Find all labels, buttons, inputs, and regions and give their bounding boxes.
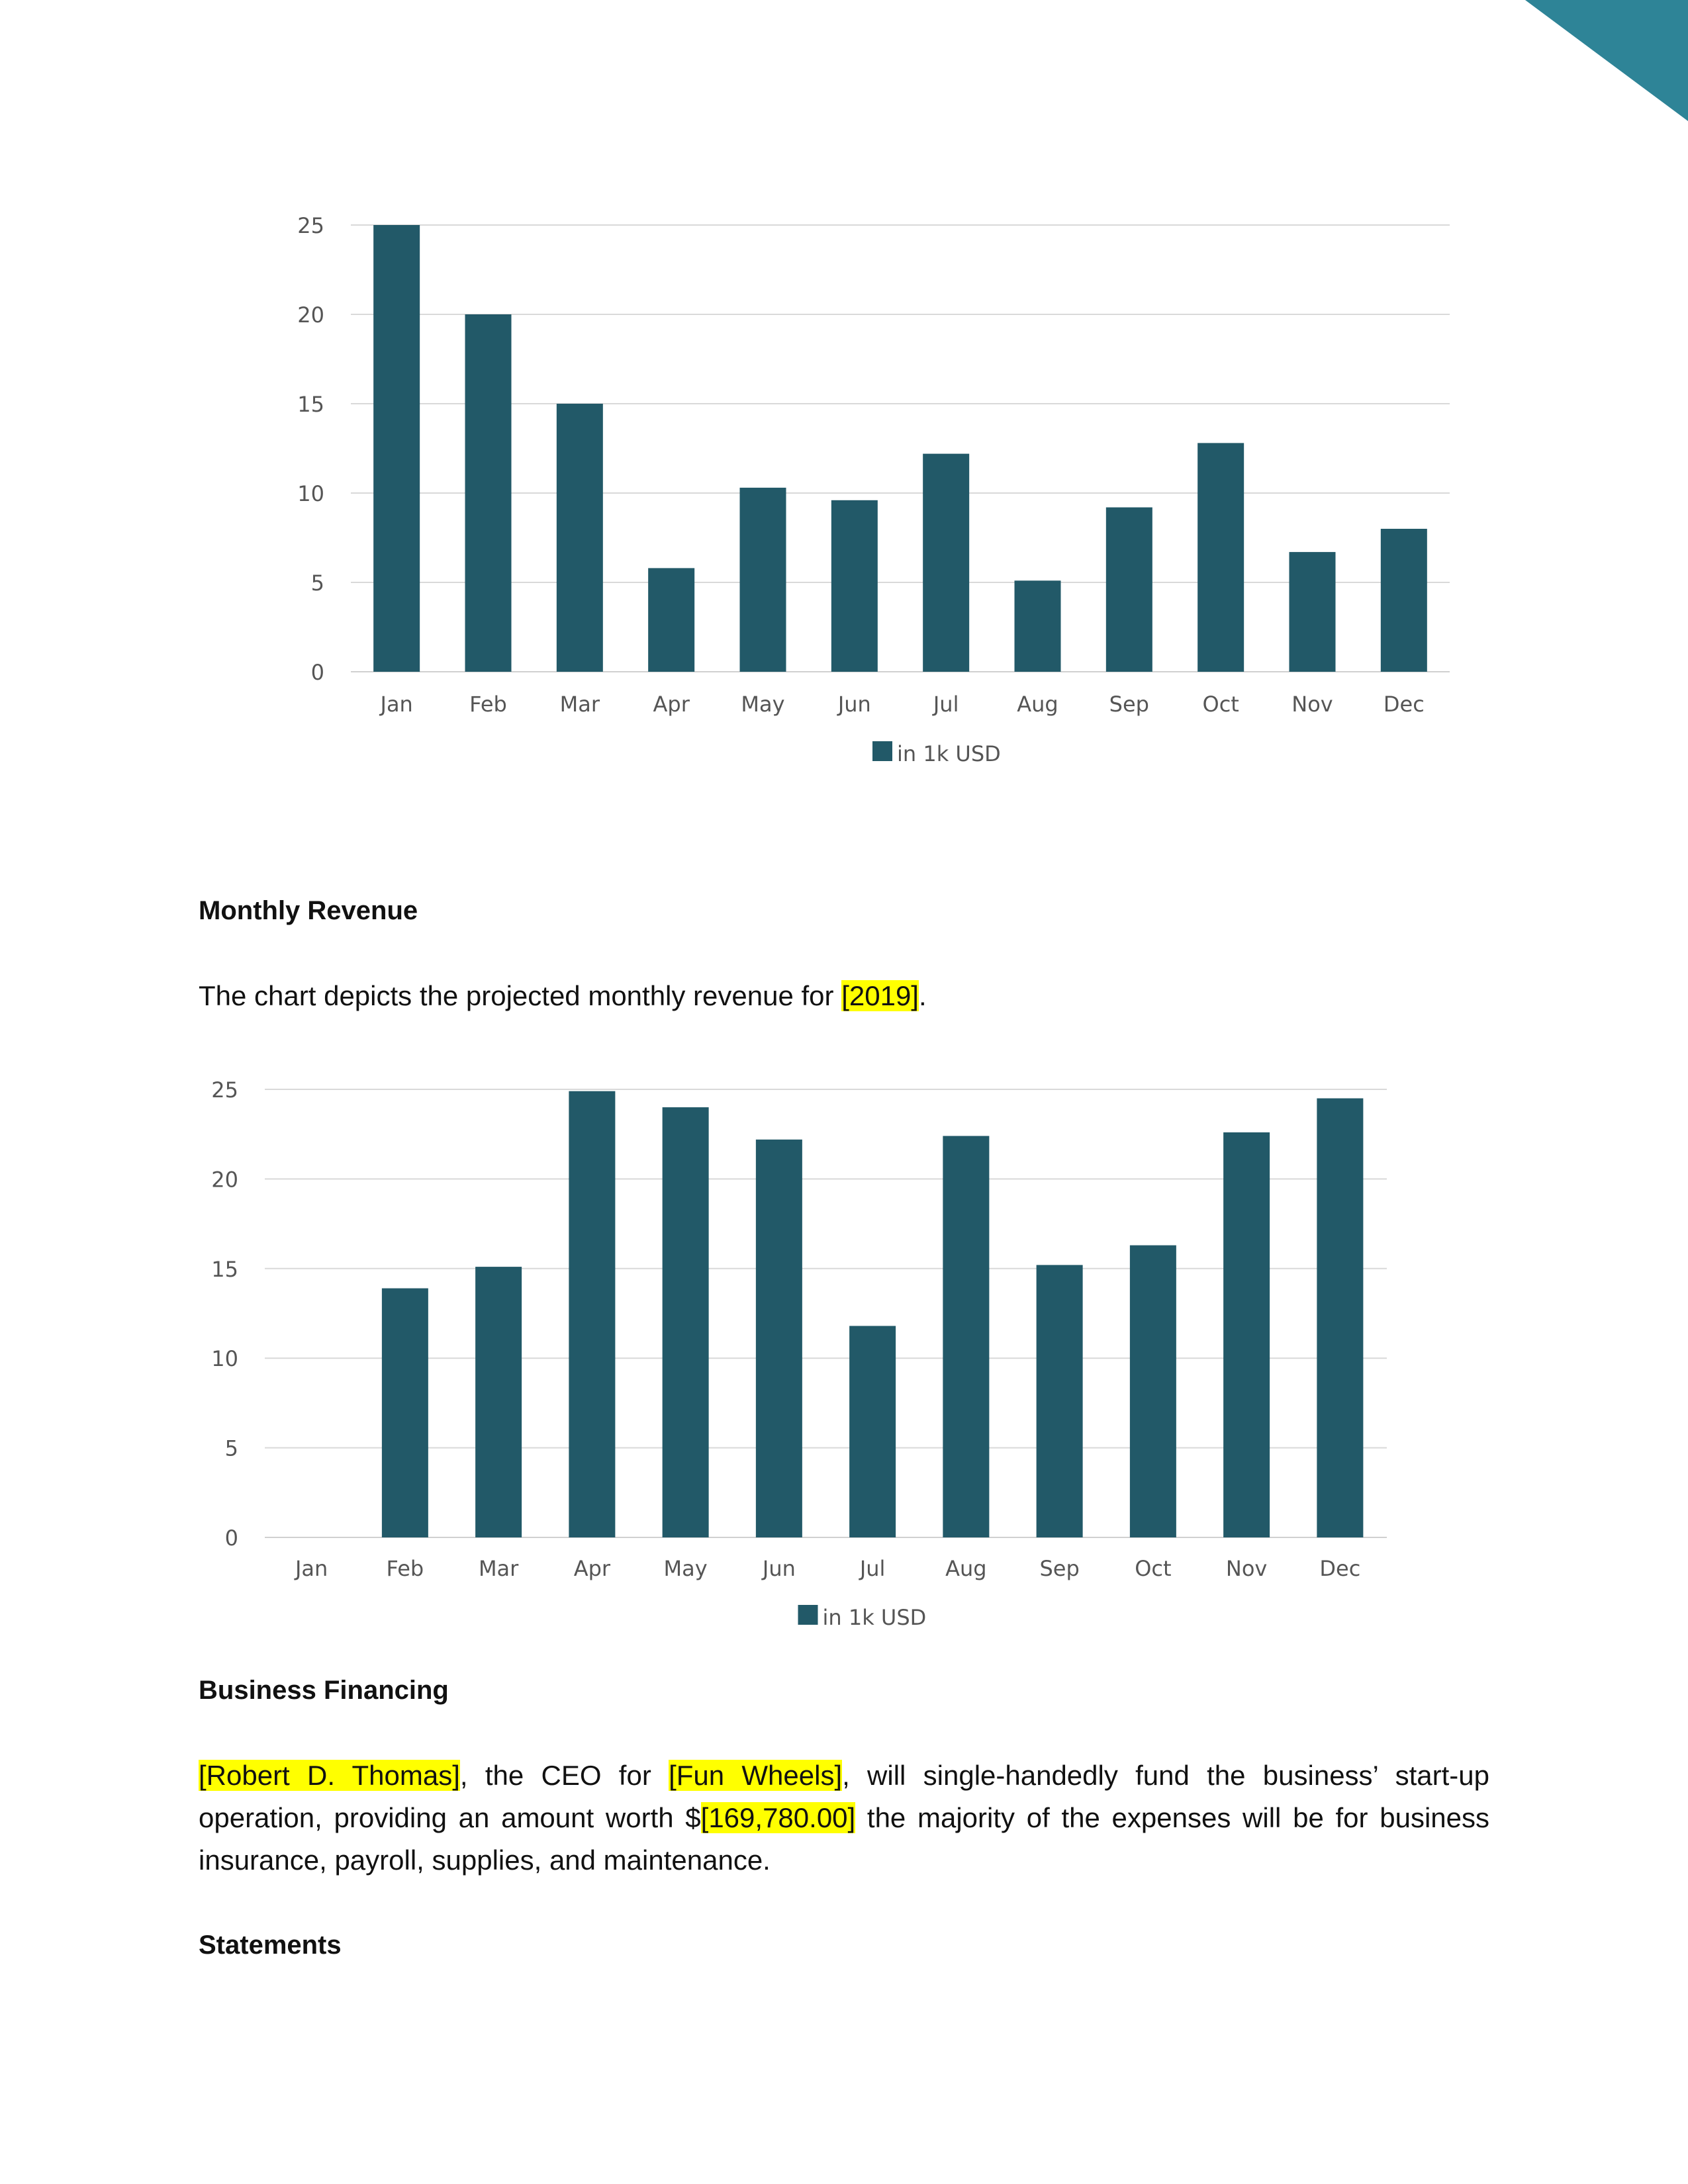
financing-text-2: , will single-handedly fund the business’ start-up operation, providing an amount worth $ <box>199 1760 1489 1833</box>
x-tick-label: Sep <box>1039 1556 1080 1581</box>
x-tick-label: Jan <box>295 1556 328 1581</box>
x-tick-label: Oct <box>1135 1556 1172 1581</box>
y-tick-label: 15 <box>211 1256 238 1282</box>
business-financing-heading: Business Financing <box>199 1676 449 1705</box>
x-tick-label: Nov <box>1225 1556 1268 1581</box>
x-tick-label: Aug <box>945 1556 987 1581</box>
x-tick-label: Jun <box>762 1556 796 1581</box>
x-tick-label: Mar <box>559 692 600 717</box>
financing-text-1: , the CEO for <box>459 1760 669 1791</box>
x-tick-label: Mar <box>478 1556 519 1581</box>
y-tick-label: 5 <box>224 1435 238 1461</box>
year-placeholder: [2019] <box>841 980 919 1011</box>
y-tick-label: 25 <box>211 1077 238 1103</box>
statements-heading: Statements <box>199 1931 342 1960</box>
bar <box>1317 1099 1363 1537</box>
x-tick-label: Jan <box>380 692 413 717</box>
bar <box>663 1107 709 1537</box>
legend-swatch <box>798 1605 818 1625</box>
monthly-revenue-text-end: . <box>918 980 927 1011</box>
company-name-placeholder: [Fun Wheels] <box>669 1760 843 1791</box>
x-tick-label: Sep <box>1109 692 1149 717</box>
x-tick-label: Feb <box>469 692 507 717</box>
business-financing-paragraph <box>199 1754 1489 1882</box>
x-tick-label: May <box>663 1556 708 1581</box>
y-tick-label: 10 <box>211 1346 238 1372</box>
x-tick-label: Nov <box>1291 692 1333 717</box>
y-tick-label: 5 <box>310 570 324 596</box>
monthly-revenue-text: The chart depicts the projected monthly revenue for <box>199 980 842 1011</box>
legend-label: in 1k USD <box>897 741 1001 766</box>
bar <box>756 1140 802 1537</box>
y-tick-label: 0 <box>310 660 324 685</box>
bar <box>1130 1246 1176 1537</box>
y-tick-label: 15 <box>297 392 324 417</box>
x-tick-label: Jul <box>859 1556 886 1581</box>
y-tick-label: 20 <box>297 302 324 328</box>
y-tick-label: 0 <box>224 1525 238 1551</box>
x-tick-label: Apr <box>573 1556 611 1581</box>
monthly-revenue-heading: Monthly Revenue <box>199 896 418 925</box>
x-tick-label: Apr <box>653 692 690 717</box>
bar <box>943 1136 989 1537</box>
ceo-name-placeholder: [Robert D. Thomas] <box>199 1760 460 1791</box>
y-tick-label: 20 <box>211 1167 238 1193</box>
amount-placeholder: [169,780.00] <box>700 1802 856 1833</box>
bar <box>1223 1132 1270 1537</box>
bar <box>849 1326 896 1537</box>
x-tick-label: Oct <box>1202 692 1239 717</box>
bar <box>569 1091 615 1537</box>
x-tick-label: Dec <box>1383 692 1425 717</box>
bar <box>1037 1265 1083 1537</box>
x-tick-label: Aug <box>1017 692 1058 717</box>
x-tick-label: Jun <box>837 692 871 717</box>
x-tick-label: Dec <box>1319 1556 1361 1581</box>
bar <box>475 1267 522 1537</box>
financing-text-3: the majority of the expenses will be for business insurance, payroll, supplies, and maintenance. <box>199 1802 1489 1876</box>
y-tick-label: 25 <box>297 213 324 238</box>
legend-label: in 1k USD <box>822 1605 927 1630</box>
x-tick-label: Feb <box>386 1556 424 1581</box>
x-tick-label: May <box>741 692 785 717</box>
x-tick-label: Jul <box>933 692 959 717</box>
bar <box>382 1289 428 1537</box>
y-tick-label: 10 <box>297 481 324 506</box>
